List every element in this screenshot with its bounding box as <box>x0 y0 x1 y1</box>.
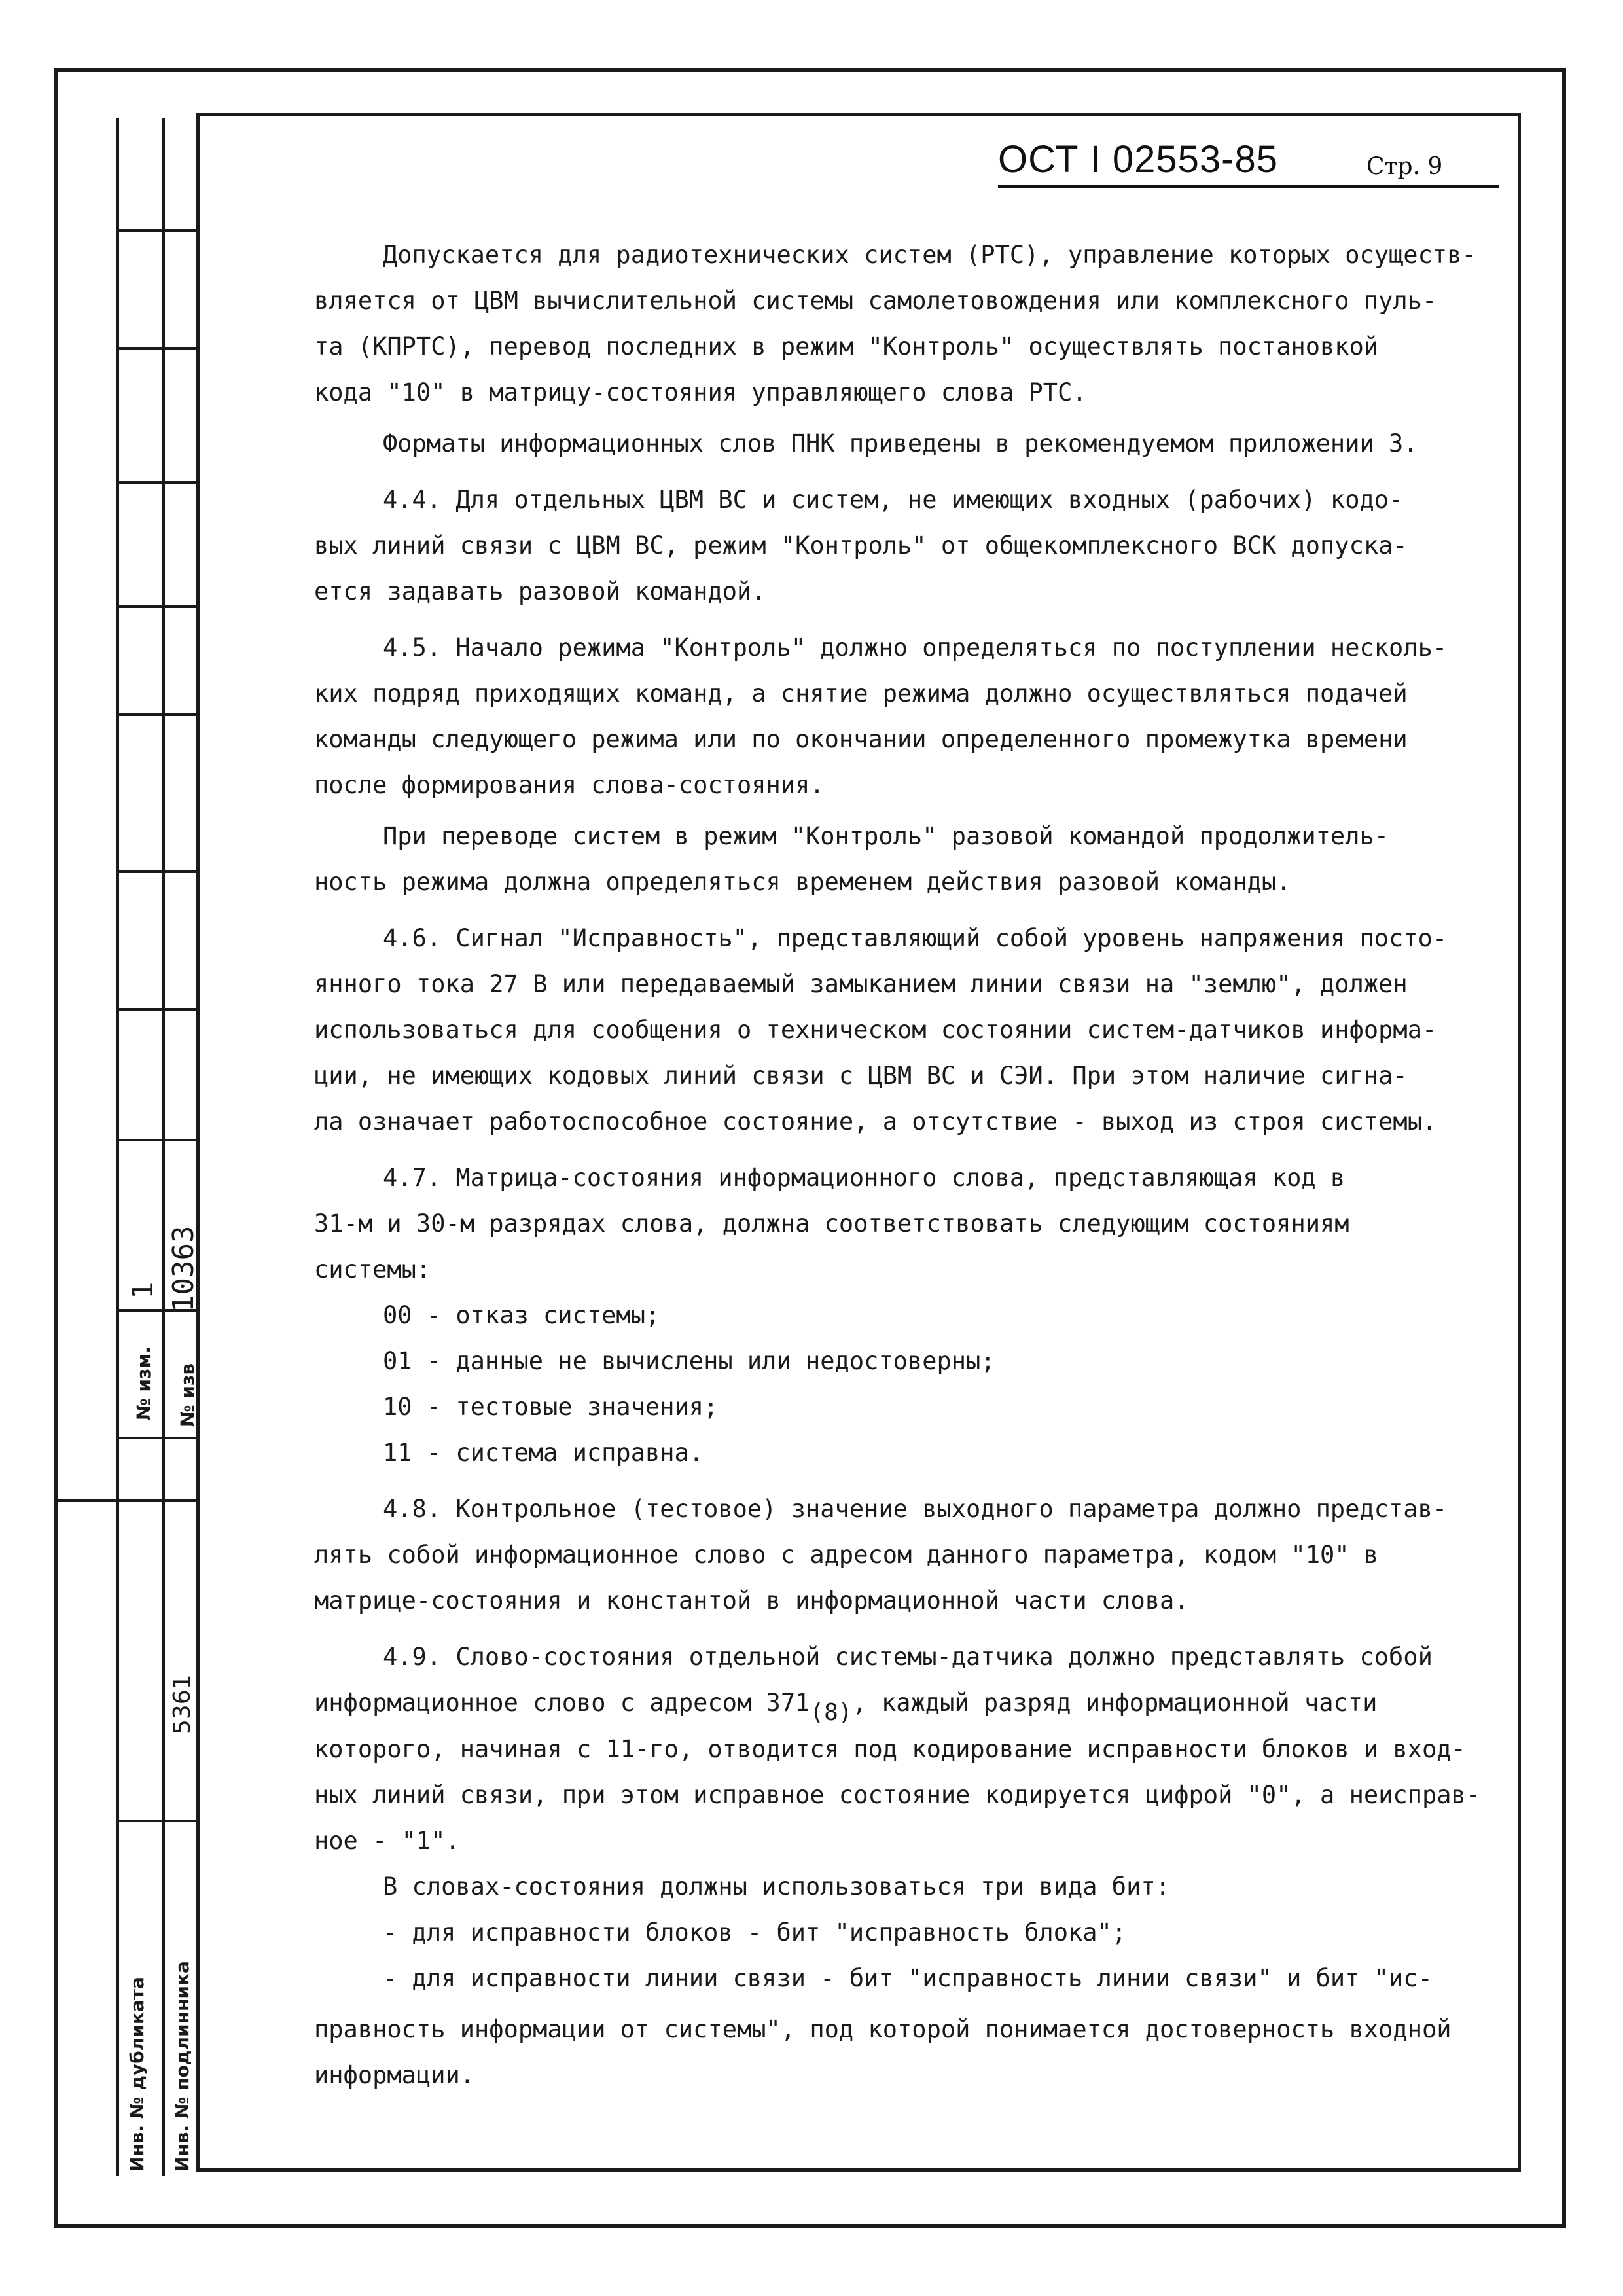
stub-rule <box>116 481 196 484</box>
text-line: ла означает работоспособное состояние, а отсутствие - выход из строя системы. <box>314 1107 1437 1136</box>
paragraph <box>314 1864 1479 2098</box>
original-inv-label: Инв. № подлинника <box>171 1961 193 2172</box>
text-line: При переводе систем в режим "Контроль" разовой командой продолжитель- <box>383 822 1389 850</box>
text-line: 4.8. Контрольное (тестовое) значение выходного параметра должно представ- <box>383 1495 1448 1523</box>
text-line: 4.5. Начало режима "Контроль" должно определяться по поступлении несколь- <box>383 634 1448 662</box>
text-line: ность режима должна определяться временем действия разовой команды. <box>314 868 1291 896</box>
stub-rule <box>116 347 196 350</box>
text-line: 31-м и 30-м разрядах слова, должна соответствовать следующим состояниям <box>314 1210 1349 1238</box>
stub-rule <box>116 1008 196 1011</box>
text-fragment: информационное слово с адресом 371 <box>314 1689 810 1717</box>
text-line: Форматы информационных слов ПНК приведены в рекомендуемом приложении 3. <box>383 429 1418 457</box>
text-line: ное - "1". <box>314 1827 460 1855</box>
stub-rule <box>116 713 196 716</box>
text-line: правность информации от системы", под которой понимается достоверность входной <box>314 2015 1452 2043</box>
paragraph-4-8 <box>314 1486 1479 1624</box>
paragraph-4-5 <box>314 625 1479 808</box>
list-item: 10 - тестовые значения; <box>383 1393 719 1421</box>
text-line <box>314 1680 1479 1727</box>
text-line: матрице-состояния и константой в информационной части слова. <box>314 1587 1189 1615</box>
text-line: информации. <box>314 2061 475 2089</box>
text-line: кода "10" в матрицу-состояния управляющего слова РТС. <box>314 378 1087 406</box>
text-line: 4.6. Сигнал "Исправность", представляющий собой уровень напряжения посто- <box>383 924 1448 952</box>
inv-no-value: 5361 <box>169 1674 196 1734</box>
text-fragment: , каждый разряд информационной части <box>852 1689 1378 1717</box>
stub-divider <box>162 118 165 2176</box>
text-line: использоваться для сообщения о техническом состоянии систем-датчиков информа- <box>314 1016 1437 1044</box>
text-line: вляется от ЦВМ вычислительной системы самолетовождения или комплексного пуль- <box>314 287 1437 315</box>
text-line: 4.4. Для отдельных ЦВМ ВС и систем, не имеющих входных (рабочих) кодо- <box>383 486 1404 514</box>
text-line: - для исправности линии связи - бит "исправность линии связи" и бит "ис- <box>383 1964 1433 1992</box>
duplicate-inv-label: Инв. № дубликата <box>126 1977 148 2172</box>
stub-rule <box>116 1437 196 1439</box>
text-line: та (КПРТС), перевод последних в режим "Контроль" осуществлять постановкой <box>314 332 1379 361</box>
paragraph-4-7 <box>314 1155 1479 1293</box>
list-item: 11 - система исправна. <box>383 1439 704 1467</box>
document-code: ОСТ I 02553-85 <box>998 138 1278 181</box>
text-line: ких подряд приходящих команд, а снятие режима должно осуществляться подачей <box>314 679 1408 708</box>
paragraph <box>314 421 1479 467</box>
text-line: ции, не имеющих кодовых линий связи с ЦВМ ВС и СЭИ. При этом наличие сигна- <box>314 1062 1408 1090</box>
page-number: Стр. 9 <box>1366 153 1443 180</box>
text-line: лять собой информационное слово с адресом данного параметра, кодом "10" в <box>314 1541 1379 1569</box>
text-line: системы: <box>314 1255 431 1283</box>
stub-rule <box>116 1139 196 1141</box>
text-line: - для исправности блоков - бит "исправность блока"; <box>383 1918 1127 1946</box>
text-line: 4.9. Слово-состояния отдельной системы-датчика должно представлять собой <box>383 1643 1433 1671</box>
stub-rule <box>116 229 196 232</box>
text-line: ных линий связи, при этом исправное состояние кодируется цифрой "0", а неисправ- <box>314 1781 1481 1809</box>
text-line: В словах-состояния должны использоваться три вида бит: <box>383 1873 1170 1901</box>
stub-divider <box>116 118 119 2176</box>
change-no-value: 1 <box>126 1282 160 1299</box>
paragraph <box>314 814 1479 905</box>
paragraph <box>314 232 1479 416</box>
notice-no-label: № изв <box>177 1363 198 1427</box>
body-text <box>314 232 1479 2098</box>
octal-subscript: (8) <box>810 1699 853 1726</box>
list-item: 01 - данные не вычислены или недостоверны; <box>383 1347 995 1375</box>
state-code-list <box>314 1293 1479 1476</box>
notice-no-value: 10363 <box>167 1225 200 1312</box>
header-rule <box>998 185 1499 188</box>
paragraph-4-6 <box>314 916 1479 1145</box>
text-line: Допускается для радиотехнических систем (РТС), управление которых осуществ- <box>383 241 1476 269</box>
stub-rule <box>116 1820 196 1822</box>
paragraph-4-4 <box>314 477 1479 615</box>
text-line: которого, начиная с 11-го, отводится под кодирование исправности блоков и вход- <box>314 1735 1466 1763</box>
text-line: вых линий связи с ЦВМ ВС, режим "Контроль" от общекомплексного ВСК допуска- <box>314 531 1408 560</box>
paragraph-4-9 <box>314 1634 1479 1864</box>
list-item: 00 - отказ системы; <box>383 1301 660 1329</box>
text-line: команды следующего режима или по окончании определенного промежутка времени <box>314 725 1408 753</box>
text-line: ется задавать разовой командой. <box>314 577 766 605</box>
stub-rule <box>116 870 196 873</box>
stub-rule <box>116 605 196 608</box>
change-no-label: № изм. <box>133 1346 154 1420</box>
text-line: после формирования слова-состояния. <box>314 771 825 799</box>
text-line: янного тока 27 В или передаваемый замыканием линии связи на "землю", должен <box>314 970 1408 998</box>
text-line: 4.7. Матрица-состояния информационного слова, представляющая код в <box>383 1164 1346 1192</box>
stub-rule <box>54 1499 196 1502</box>
page-header <box>998 131 1495 190</box>
